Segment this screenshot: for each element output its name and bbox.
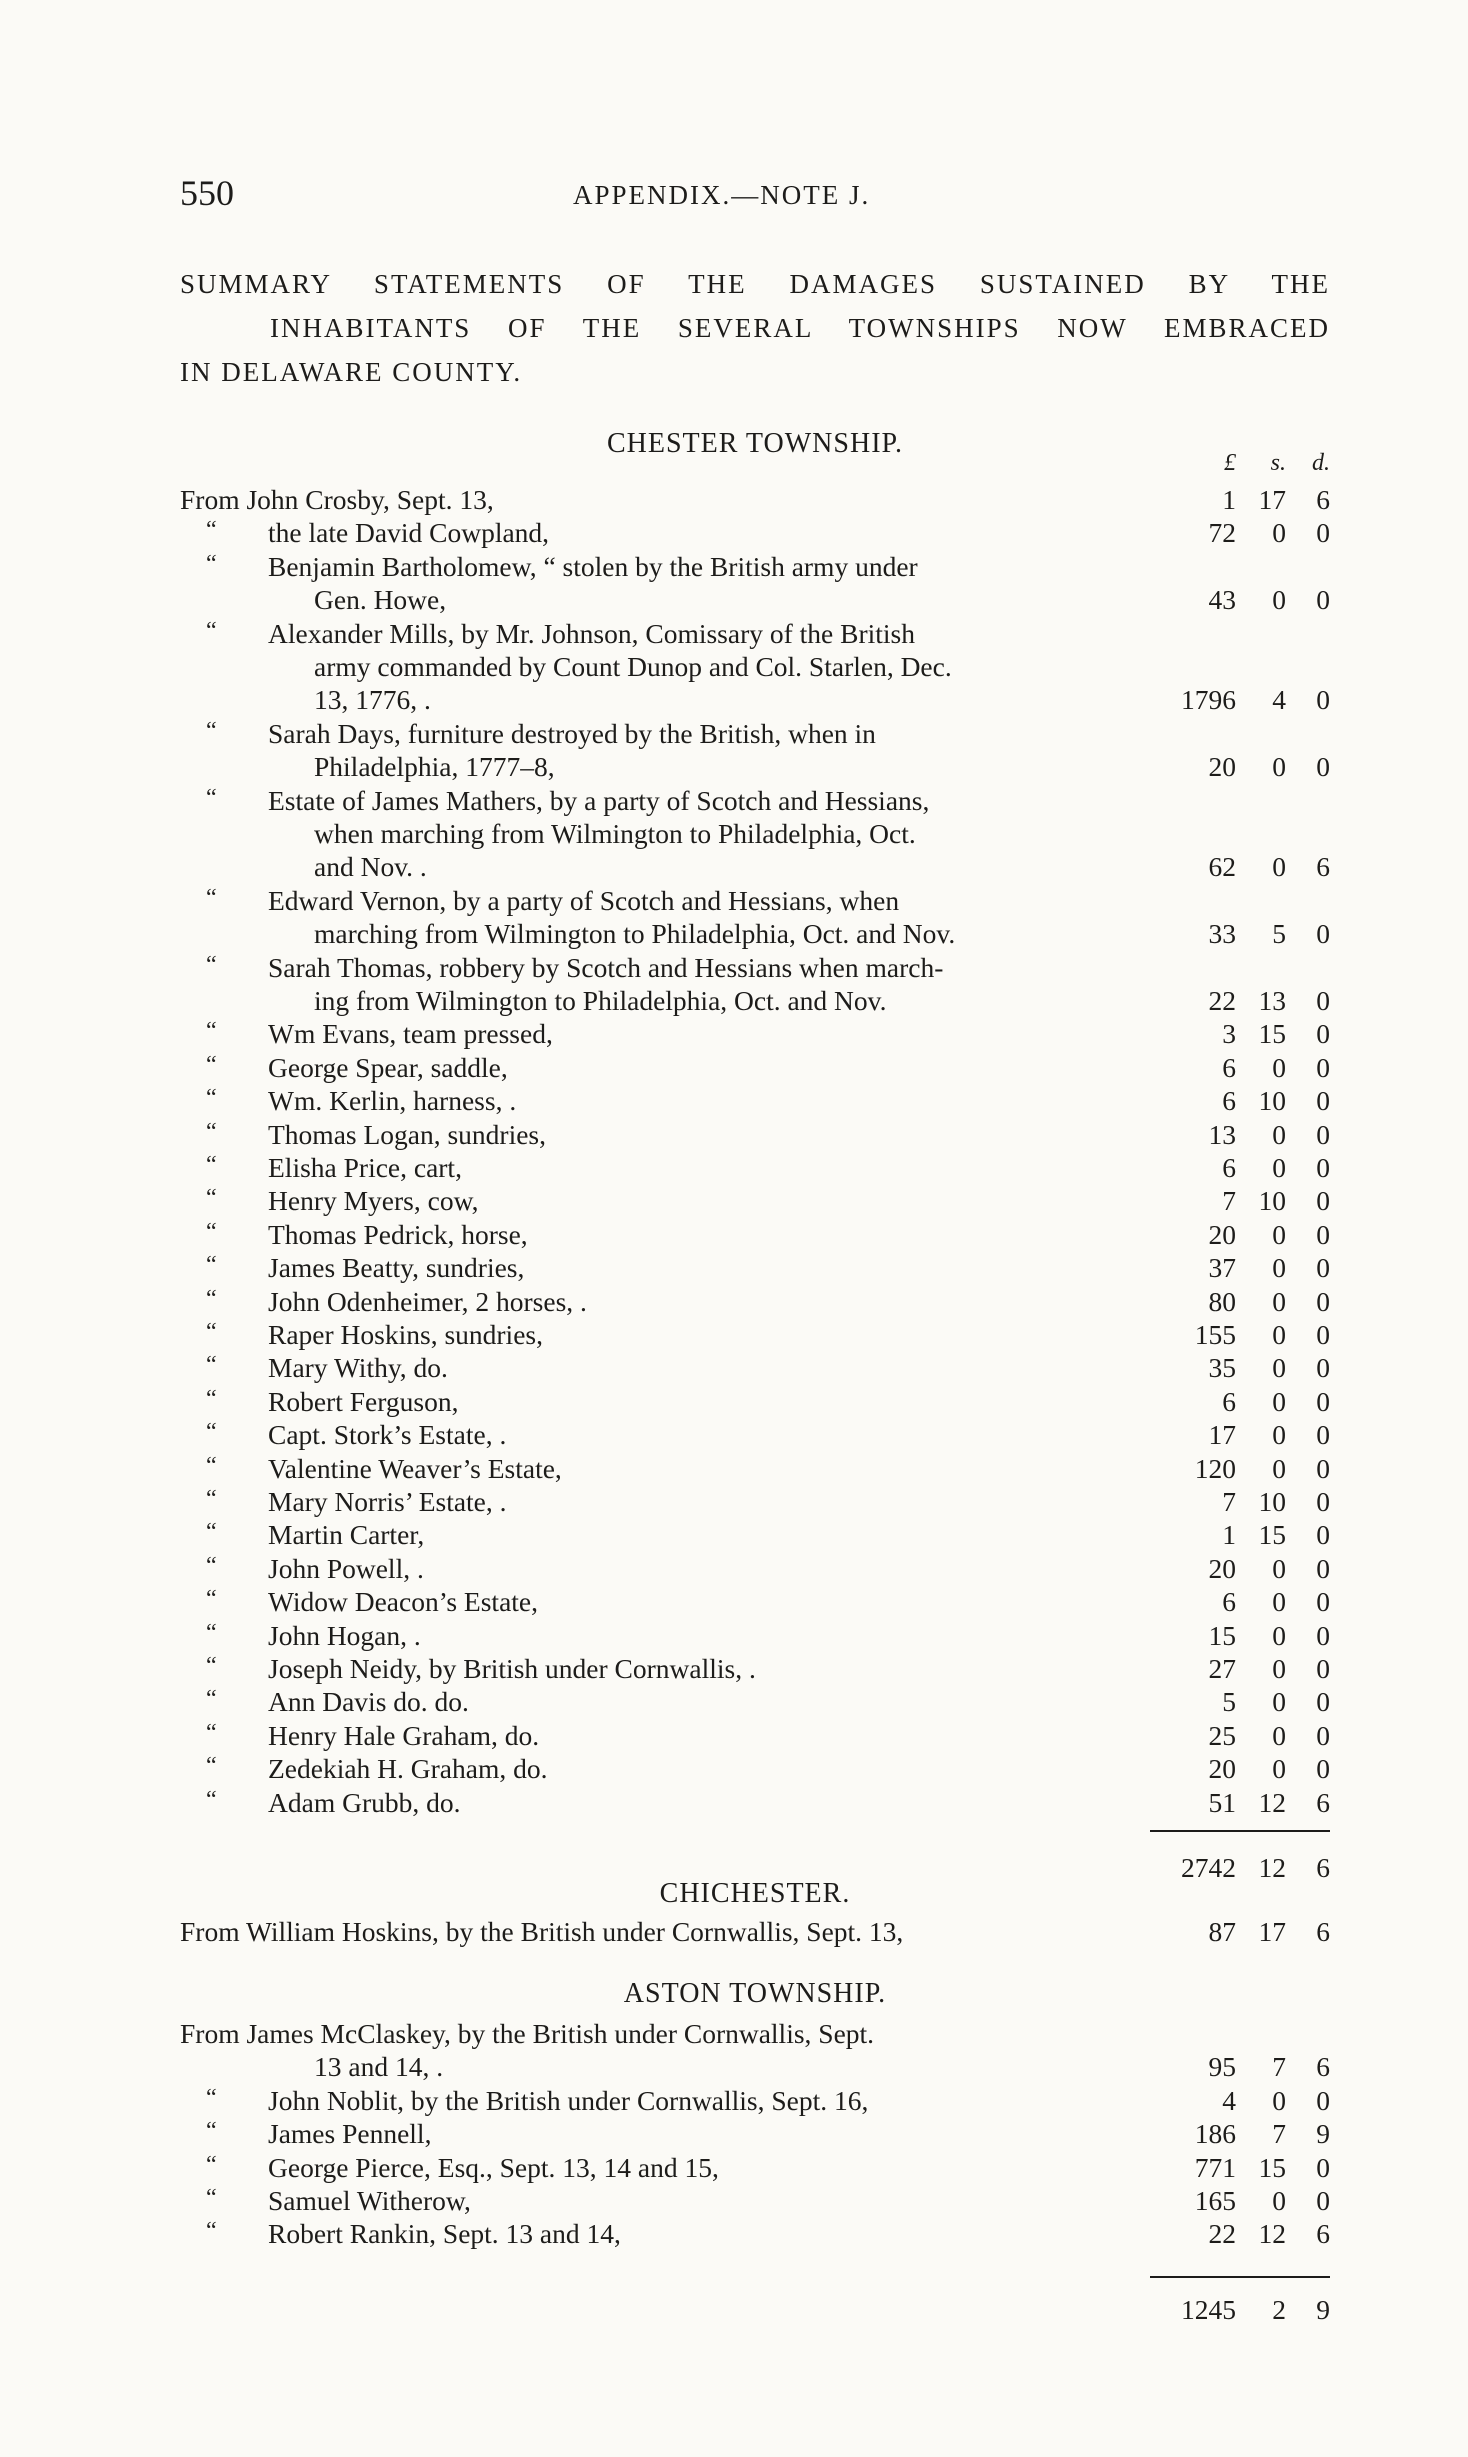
amount-pence: 0	[1316, 1452, 1330, 1484]
ditto-mark: “	[206, 1452, 217, 1479]
main-title-line-2: INHABITANTS OF THE SEVERAL TOWNSHIPS NOW EMBRACED	[270, 313, 1330, 343]
amount-shillings: 5	[1272, 918, 1286, 950]
amount-pence: 0	[1316, 1419, 1330, 1451]
ditto-mark: “	[206, 717, 217, 744]
entry-text: Henry Myers, cow,	[268, 1185, 479, 1217]
entry-text: Zedekiah H. Graham, do.	[268, 1753, 548, 1785]
amount-pence: 0	[1316, 1385, 1330, 1417]
amount-pounds: 13	[1208, 1118, 1236, 1150]
amount-pounds: 1796	[1181, 684, 1236, 716]
amount-shillings: 0	[1272, 851, 1286, 883]
amount-pence: 0	[1316, 1285, 1330, 1317]
chester-total-pounds: 2742	[1181, 1852, 1236, 1883]
amount-pence: 0	[1316, 1653, 1330, 1684]
ditto-mark: “	[206, 517, 217, 544]
ledger-line	[180, 918, 1330, 952]
amount-pounds: 20	[1208, 1552, 1236, 1584]
amount-pounds: 6	[1222, 1152, 1236, 1183]
amount-pence: 0	[1316, 1552, 1330, 1584]
ledger-line	[180, 1219, 1330, 1253]
entry-text: Capt. Stork’s Estate, .	[268, 1419, 507, 1451]
ledger-line	[180, 751, 1330, 785]
ditto-mark: “	[206, 1118, 217, 1145]
amount-pounds: 72	[1208, 517, 1236, 549]
ditto-mark: “	[206, 1051, 217, 1078]
chester-total-rule	[1150, 1830, 1330, 1832]
amount-shillings: 0	[1272, 1686, 1286, 1718]
amount-pounds: 80	[1208, 1285, 1236, 1317]
entry-text: 13 and 14, .	[314, 2051, 444, 2083]
amount-shillings: 0	[1272, 1619, 1286, 1651]
ledger-line	[180, 1352, 1330, 1386]
ditto-mark: “	[206, 1085, 217, 1112]
amount-shillings: 0	[1272, 1586, 1286, 1618]
ditto-mark: “	[206, 951, 217, 978]
ledger-line	[180, 1686, 1330, 1720]
entry-text: marching from Wilmington to Philadelphia, Oct. and Nov.	[314, 918, 956, 950]
amount-shillings: 0	[1272, 1753, 1286, 1785]
amount-pounds: 37	[1208, 1252, 1236, 1284]
pence-header: d.	[1312, 450, 1330, 476]
amount-pounds: 15	[1208, 1619, 1236, 1651]
amount-pounds: 6	[1222, 1051, 1236, 1083]
amount-pence: 0	[1316, 2151, 1330, 2183]
ledger-line	[180, 618, 1330, 652]
ledger-line	[180, 517, 1330, 551]
ledger-line	[180, 1185, 1330, 1219]
ditto-mark: “	[206, 884, 217, 911]
entry-text: Mary Norris’ Estate, .	[268, 1486, 507, 1517]
page-number: 550	[180, 173, 234, 213]
entry-text: Estate of James Mathers, by a party of Scotch and Hessians,	[268, 784, 930, 816]
amount-shillings: 12	[1258, 2218, 1286, 2250]
amount-pence: 0	[1316, 1519, 1330, 1551]
amount-pence: 0	[1316, 1118, 1330, 1150]
ledger-line	[180, 2018, 1330, 2052]
ditto-mark: “	[206, 2151, 217, 2178]
ledger-line	[180, 1119, 1330, 1153]
entry-text: Thomas Logan, sundries,	[268, 1118, 547, 1150]
entry-text: when marching from Wilmington to Philadelphia, Oct.	[314, 818, 916, 849]
amount-shillings: 0	[1272, 1653, 1286, 1684]
chichester-shillings: 17	[1258, 1916, 1286, 1947]
amount-shillings: 15	[1258, 2151, 1286, 2183]
ledger-line	[180, 1586, 1330, 1620]
amount-shillings: 0	[1272, 751, 1286, 783]
entry-text: George Pierce, Esq., Sept. 13, 14 and 15,	[268, 2151, 719, 2183]
chichester-entry	[180, 1916, 1330, 1950]
amount-pounds: 35	[1208, 1352, 1236, 1384]
amount-pence: 0	[1316, 2185, 1330, 2216]
amount-pence: 0	[1316, 1185, 1330, 1217]
ditto-mark: “	[206, 1519, 217, 1546]
amount-pounds: 27	[1208, 1653, 1236, 1684]
amount-pence: 6	[1316, 2051, 1330, 2083]
amount-pence: 0	[1316, 1686, 1330, 1718]
amount-shillings: 7	[1272, 2051, 1286, 2083]
ditto-mark: “	[206, 1586, 217, 1613]
ledger-line	[180, 1085, 1330, 1119]
entry-text: and Nov. .	[314, 851, 427, 883]
amount-pence: 0	[1316, 1218, 1330, 1250]
ledger-line	[180, 2051, 1330, 2085]
ledger-line	[180, 2152, 1330, 2186]
amount-pence: 6	[1316, 484, 1330, 515]
chester-total-shillings: 12	[1258, 1852, 1286, 1883]
ledger-line	[180, 1419, 1330, 1453]
amount-shillings: 0	[1272, 1051, 1286, 1083]
amount-shillings: 15	[1258, 1018, 1286, 1050]
shillings-header: s.	[1270, 450, 1286, 476]
ditto-mark: “	[206, 617, 217, 644]
amount-pounds: 155	[1194, 1319, 1236, 1350]
ditto-mark: “	[206, 1285, 217, 1312]
amount-shillings: 0	[1272, 1385, 1286, 1417]
amount-pence: 0	[1316, 1719, 1330, 1751]
ledger-line	[180, 1553, 1330, 1587]
entry-text: Henry Hale Graham, do.	[268, 1719, 540, 1751]
amount-pounds: 186	[1194, 2118, 1236, 2150]
entry-text: Mary Withy, do.	[268, 1352, 448, 1384]
running-head-title: APPENDIX.—NOTE J.	[573, 180, 871, 210]
amount-pence: 0	[1316, 684, 1330, 716]
ledger-line	[180, 1319, 1330, 1353]
ledger-line	[180, 885, 1330, 919]
amount-shillings: 12	[1258, 1786, 1286, 1818]
main-title-line-1: SUMMARY STATEMENTS OF THE DAMAGES SUSTAINED BY THE	[180, 269, 1330, 299]
ditto-mark: “	[206, 1018, 217, 1045]
entry-text: Philadelphia, 1777–8,	[314, 751, 555, 783]
ditto-mark: “	[206, 784, 217, 811]
amount-shillings: 10	[1258, 1185, 1286, 1217]
currency-header	[180, 450, 1330, 484]
ledger-line	[180, 684, 1330, 718]
entry-text: Ann Davis do. do.	[268, 1686, 469, 1718]
entry-text: Raper Hoskins, sundries,	[268, 1319, 543, 1350]
ditto-mark: “	[206, 1486, 217, 1512]
amount-pence: 0	[1316, 1486, 1330, 1517]
running-head	[180, 172, 1330, 222]
amount-shillings: 17	[1258, 484, 1286, 515]
entry-text: Robert Ferguson,	[268, 1385, 459, 1417]
ledger-line	[180, 1052, 1330, 1086]
amount-pounds: 20	[1208, 751, 1236, 783]
ditto-mark: “	[206, 1719, 217, 1746]
aston-total-pence: 9	[1316, 2294, 1330, 2325]
ledger-line	[180, 551, 1330, 585]
entry-text: 13, 1776, .	[314, 684, 431, 716]
entry-text: James Pennell,	[268, 2118, 432, 2150]
ledger-line	[180, 1286, 1330, 1320]
entry-text: Wm. Kerlin, harness, .	[268, 1085, 517, 1117]
amount-pence: 0	[1316, 985, 1330, 1016]
ledger-line	[180, 851, 1330, 885]
ledger-line	[180, 985, 1330, 1019]
ledger-line	[180, 584, 1330, 618]
amount-pence: 0	[1316, 1051, 1330, 1083]
ledger-line	[180, 1386, 1330, 1420]
ledger-line	[180, 1152, 1330, 1186]
amount-pence: 0	[1316, 1753, 1330, 1785]
ditto-mark: “	[206, 2218, 217, 2245]
ledger-line	[180, 818, 1330, 852]
ledger-line	[180, 651, 1330, 685]
amount-pence: 0	[1316, 1586, 1330, 1618]
amount-pence: 0	[1316, 1018, 1330, 1050]
entry-text: From John Crosby, Sept. 13,	[180, 484, 494, 515]
ditto-mark: “	[206, 1619, 217, 1646]
amount-shillings: 0	[1272, 584, 1286, 616]
amount-pounds: 33	[1208, 918, 1236, 950]
amount-pence: 0	[1316, 1152, 1330, 1183]
chichester-pence: 6	[1316, 1916, 1330, 1947]
entry-text: Adam Grubb, do.	[268, 1786, 461, 1818]
amount-pounds: 4	[1222, 2084, 1236, 2116]
entry-text: Gen. Howe,	[314, 584, 447, 616]
ditto-mark: “	[206, 1653, 217, 1679]
ledger-line	[180, 1453, 1330, 1487]
amount-pence: 0	[1316, 918, 1330, 950]
ledger-line	[180, 2218, 1330, 2252]
amount-shillings: 10	[1258, 1486, 1286, 1517]
amount-shillings: 0	[1272, 1118, 1286, 1150]
amount-pounds: 120	[1194, 1452, 1236, 1484]
ditto-mark: “	[206, 2118, 217, 2145]
ledger-line	[180, 1787, 1330, 1821]
amount-pounds: 7	[1222, 1486, 1236, 1517]
amount-pence: 9	[1316, 2118, 1330, 2150]
amount-pounds: 1	[1222, 484, 1236, 515]
ditto-mark: “	[206, 2084, 217, 2111]
ditto-mark: “	[206, 1152, 217, 1178]
entry-text: Samuel Witherow,	[268, 2185, 471, 2216]
ledger-line	[180, 484, 1330, 518]
chester-heading: CHESTER TOWNSHIP.	[606, 428, 903, 459]
entry-text: From James McClaskey, by the British under Cornwallis, Sept.	[180, 2018, 875, 2049]
amount-pounds: 165	[1194, 2185, 1236, 2216]
entry-text: John Odenheimer, 2 horses, .	[268, 1285, 587, 1317]
amount-shillings: 7	[1272, 2118, 1286, 2150]
ditto-mark: “	[206, 1686, 217, 1713]
ditto-mark: “	[206, 1352, 217, 1379]
entry-text: Wm Evans, team pressed,	[268, 1018, 553, 1050]
ditto-mark: “	[206, 1185, 217, 1212]
aston-total-shillings: 2	[1272, 2294, 1286, 2325]
ditto-mark: “	[206, 1552, 217, 1579]
ledger-line	[180, 952, 1330, 986]
ledger-line	[180, 1720, 1330, 1754]
amount-pence: 0	[1316, 1619, 1330, 1651]
amount-pounds: 62	[1208, 851, 1236, 883]
entry-text: Elisha Price, cart,	[268, 1152, 462, 1183]
aston-total-pounds: 1245	[1181, 2294, 1236, 2325]
ledger-line	[180, 2118, 1330, 2152]
amount-pounds: 3	[1222, 1018, 1236, 1050]
amount-pounds: 6	[1222, 1085, 1236, 1117]
amount-pence: 0	[1316, 1319, 1330, 1350]
amount-pounds: 5	[1222, 1686, 1236, 1718]
amount-pence: 0	[1316, 1252, 1330, 1284]
entry-text: Robert Rankin, Sept. 13 and 14,	[268, 2218, 621, 2250]
amount-shillings: 15	[1258, 1519, 1286, 1551]
ditto-mark: “	[206, 1385, 217, 1412]
entry-text: Sarah Days, furniture destroyed by the British, when in	[268, 717, 876, 749]
amount-shillings: 0	[1272, 1552, 1286, 1584]
amount-pence: 6	[1316, 851, 1330, 883]
entry-text: George Spear, saddle,	[268, 1051, 508, 1083]
amount-shillings: 0	[1272, 1319, 1286, 1350]
entry-text: Valentine Weaver’s Estate,	[268, 1452, 562, 1484]
entry-text: ing from Wilmington to Philadelphia, Oct. and Nov.	[314, 985, 887, 1016]
ledger-line	[180, 1519, 1330, 1553]
ledger-line	[180, 1620, 1330, 1654]
entry-text: Edward Vernon, by a party of Scotch and Hessians, when	[268, 884, 900, 916]
amount-pounds: 7	[1222, 1185, 1236, 1217]
amount-shillings: 0	[1272, 2185, 1286, 2216]
amount-pence: 0	[1316, 1352, 1330, 1384]
pounds-header: £	[1224, 450, 1236, 476]
ditto-mark: “	[206, 2185, 217, 2211]
ditto-mark: “	[206, 550, 217, 577]
entry-text: James Beatty, sundries,	[268, 1252, 525, 1284]
chester-total-pence: 6	[1316, 1852, 1330, 1883]
amount-pounds: 22	[1208, 2218, 1236, 2250]
entry-text: Martin Carter,	[268, 1519, 425, 1551]
entry-text: John Hogan, .	[268, 1619, 421, 1651]
entry-text: Joseph Neidy, by British under Cornwallis, .	[268, 1653, 756, 1684]
ledger-line	[180, 1018, 1330, 1052]
aston-heading: ASTON TOWNSHIP.	[623, 1978, 887, 2009]
entry-text: John Noblit, by the British under Cornwallis, Sept. 16,	[268, 2084, 869, 2116]
ledger-line	[180, 718, 1330, 752]
entry-text: Widow Deacon’s Estate,	[268, 1586, 538, 1618]
amount-shillings: 10	[1258, 1085, 1286, 1117]
ledger-line	[180, 785, 1330, 819]
entry-text: army commanded by Count Dunop and Col. Starlen, Dec.	[314, 651, 952, 682]
amount-pounds: 95	[1208, 2051, 1236, 2083]
main-title-line-3: IN DELAWARE COUNTY.	[180, 357, 523, 387]
entry-text: the late David Cowpland,	[268, 517, 550, 549]
aston-total-rule	[1150, 2276, 1330, 2278]
amount-pounds: 771	[1194, 2151, 1236, 2183]
amount-pounds: 51	[1208, 1786, 1236, 1818]
ditto-mark: “	[206, 1319, 217, 1345]
amount-pence: 0	[1316, 2084, 1330, 2116]
entry-text: Benjamin Bartholomew, “ stolen by the British army under	[268, 550, 918, 582]
amount-shillings: 0	[1272, 1352, 1286, 1384]
amount-pounds: 17	[1208, 1419, 1236, 1451]
chichester-pounds: 87	[1208, 1916, 1236, 1947]
entry-text: Alexander Mills, by Mr. Johnson, Comissary of the British	[268, 617, 915, 649]
chichester-entry-text: From William Hoskins, by the British under Cornwallis, Sept. 13,	[180, 1916, 904, 1947]
ditto-mark: “	[206, 1786, 217, 1813]
ledger-line	[180, 1252, 1330, 1286]
amount-pounds: 20	[1208, 1218, 1236, 1250]
ledger-line	[180, 1753, 1330, 1787]
amount-pounds: 6	[1222, 1385, 1236, 1417]
ditto-mark: “	[206, 1218, 217, 1245]
amount-shillings: 0	[1272, 1452, 1286, 1484]
ditto-mark: “	[206, 1419, 217, 1446]
amount-pence: 0	[1316, 584, 1330, 616]
amount-pence: 0	[1316, 517, 1330, 549]
amount-pence: 0	[1316, 751, 1330, 783]
amount-shillings: 0	[1272, 1285, 1286, 1317]
main-title	[180, 262, 1330, 394]
ledger-line	[180, 1653, 1330, 1687]
ledger-line	[180, 2185, 1330, 2219]
amount-shillings: 13	[1258, 985, 1286, 1016]
amount-pounds: 43	[1208, 584, 1236, 616]
entry-text: Sarah Thomas, robbery by Scotch and Hessians when march-	[268, 951, 944, 983]
amount-shillings: 0	[1272, 1719, 1286, 1751]
ditto-mark: “	[206, 1252, 217, 1279]
amount-pounds: 22	[1208, 985, 1236, 1016]
amount-shillings: 4	[1272, 684, 1286, 716]
amount-shillings: 0	[1272, 1252, 1286, 1284]
amount-pounds: 1	[1222, 1519, 1236, 1551]
amount-shillings: 0	[1272, 1152, 1286, 1183]
amount-shillings: 0	[1272, 517, 1286, 549]
ditto-mark: “	[206, 1753, 217, 1780]
amount-pence: 6	[1316, 1786, 1330, 1818]
ledger-line	[180, 2085, 1330, 2119]
amount-pence: 0	[1316, 1085, 1330, 1117]
chichester-heading: CHICHESTER.	[659, 1878, 851, 1909]
amount-pounds: 6	[1222, 1586, 1236, 1618]
amount-pence: 6	[1316, 2218, 1330, 2250]
amount-pounds: 20	[1208, 1753, 1236, 1785]
ledger-line	[180, 1486, 1330, 1520]
aston-total	[180, 2294, 1330, 2328]
amount-pounds: 25	[1208, 1719, 1236, 1751]
amount-shillings: 0	[1272, 1419, 1286, 1451]
amount-shillings: 0	[1272, 2084, 1286, 2116]
entry-text: John Powell, .	[268, 1552, 424, 1584]
amount-shillings: 0	[1272, 1218, 1286, 1250]
entry-text: Thomas Pedrick, horse,	[268, 1218, 528, 1250]
